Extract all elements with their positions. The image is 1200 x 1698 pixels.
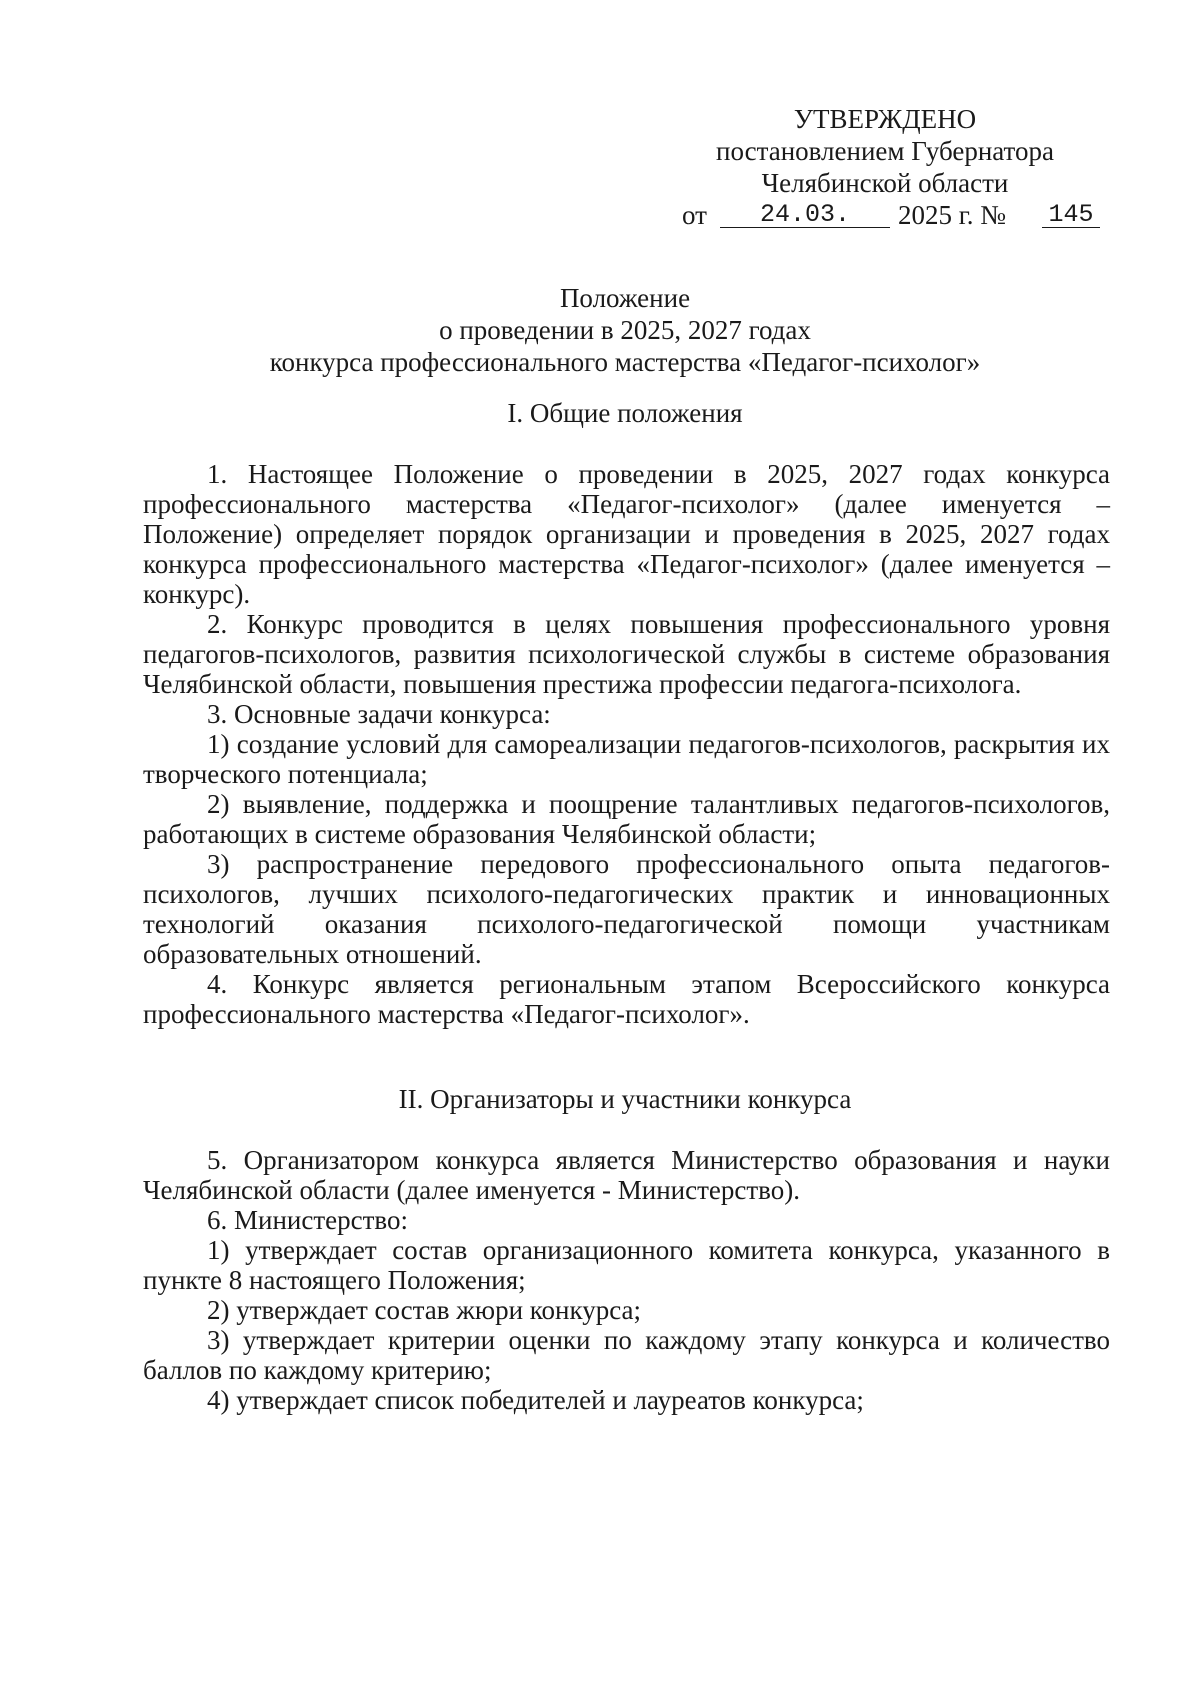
approval-stamp <box>660 103 1110 231</box>
number-value: 145 <box>1042 199 1100 228</box>
approval-heading: УТВЕРЖДЕНО <box>793 104 977 134</box>
paragraph: 2) выявление, поддержка и поощрение талантливых педагогов-психологов, работающих в системе образования Челябинской области; <box>143 789 1110 849</box>
approval-line-1: постановлением Губернатора <box>716 136 1054 166</box>
approval-line-2: Челябинской области <box>761 168 1009 198</box>
paragraph: 3) распространение передового профессионального опыта педагогов-психологов, лучших психолого-педагогических практик и инновационных технологий оказания психолого-педагогической помощи участникам образовательных отношений. <box>143 849 1110 969</box>
date-prefix: от <box>682 200 707 230</box>
paragraph: 2. Конкурс проводится в целях повышения профессионального уровня педагогов-психологов, развития психологической службы в системе образования Челябинской области, повышения престижа профессии педагога-психолога. <box>143 609 1110 699</box>
approval-date-line <box>660 199 1110 231</box>
paragraph: 1) создание условий для самореализации педагогов-психологов, раскрытия их творческого потенциала; <box>143 729 1110 789</box>
paragraph: 3. Основные задачи конкурса: <box>207 699 551 729</box>
paragraph: 4. Конкурс является региональным этапом Всероссийского конкурса профессионального мастерства «Педагог-психолог». <box>143 969 1110 1029</box>
paragraph: 4) утверждает список победителей и лауреатов конкурса; <box>207 1385 864 1415</box>
section-body-2 <box>143 1145 1110 1415</box>
section-heading-2: II. Организаторы и участники конкурса <box>398 1084 852 1114</box>
paragraph: 5. Организатором конкурса является Министерство образования и науки Челябинской области (далее именуется - Министерство). <box>143 1145 1110 1205</box>
title-line-2: о проведении в 2025, 2027 годах <box>439 315 811 345</box>
title-line-1: Положение <box>559 283 691 313</box>
paragraph: 3) утверждает критерии оценки по каждому этапу конкурса и количество баллов по каждому критерию; <box>143 1325 1110 1385</box>
paragraph: 2) утверждает состав жюри конкурса; <box>207 1295 642 1325</box>
document-title <box>140 282 1110 378</box>
paragraph: 6. Министерство: <box>207 1205 408 1235</box>
paragraph: 1) утверждает состав организационного комитета конкурса, указанного в пункте 8 настоящего Положения; <box>143 1235 1110 1295</box>
year-text: 2025 г. № <box>898 200 1007 230</box>
date-value: 24.03. <box>720 199 890 228</box>
section-heading-1: I. Общие положения <box>507 398 743 428</box>
section-body-1 <box>143 459 1110 1029</box>
title-line-3: конкурса профессионального мастерства «Педагог-психолог» <box>269 347 981 377</box>
paragraph: 1. Настоящее Положение о проведении в 2025, 2027 годах конкурса профессионального мастерства «Педагог-психолог» (далее именуется – Положение) определяет порядок организации и проведения в 2025, 2027 годах конкурса профессионального мастерства «Педагог-психолог» (далее именуется – конкурс). <box>143 459 1110 609</box>
